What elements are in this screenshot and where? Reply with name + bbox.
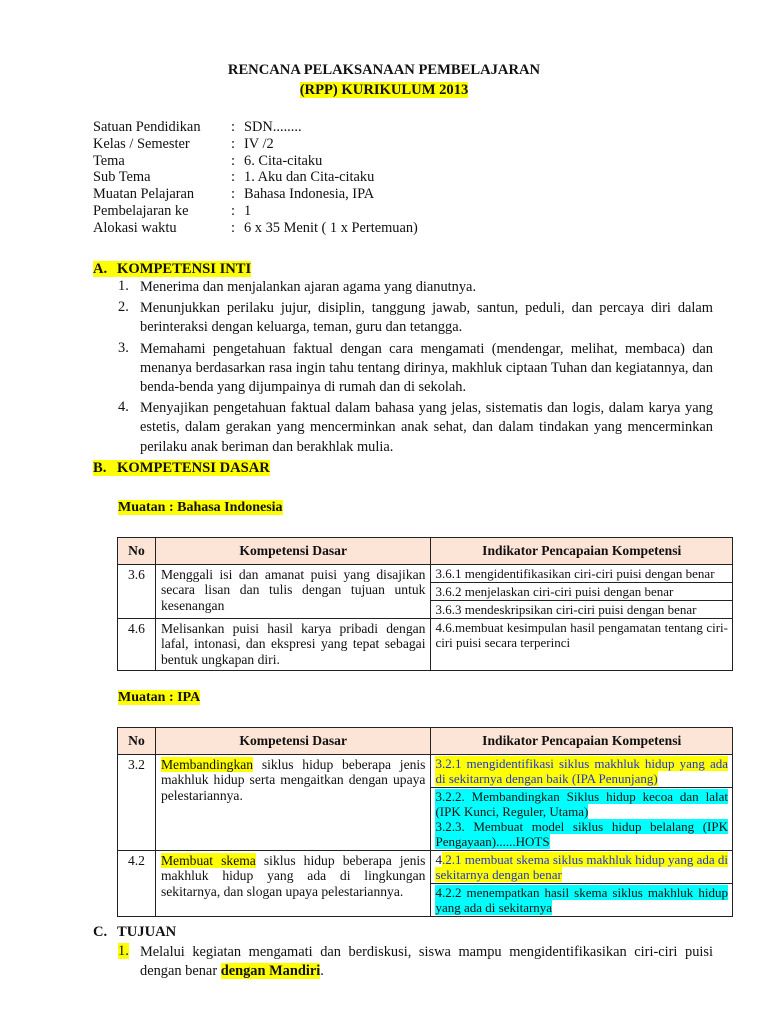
table-row: 4.2 Membuat skema siklus hidup beberapa jenis makhluk hidup yang ada di lingkungan sekitarnya, dan slogan upaya pelestariannya. 4.2.1 membuat skema siklus makhluk hidup yang ada di sekitarnya dengan benar xyxy=(118,850,733,883)
section-c-heading: C. TUJUAN xyxy=(93,924,177,940)
kd-table-bahasa-indonesia xyxy=(117,537,733,671)
doc-title-line2-text: (RPP) KURIKULUM 2013 xyxy=(299,82,469,98)
list-item: 1. Menerima dan menjalankan ajaran agama yang dianutnya. xyxy=(118,278,477,295)
col-kd-header: Kompetensi Dasar xyxy=(155,538,431,565)
list-item: 2. Menunjukkan perilaku jujur, disiplin, tanggung jawab, santun, peduli, dan percaya diri dalam berinteraksi dengan keluarga, teman, guru dan tetangga. xyxy=(118,299,713,336)
identity-row: Pembelajaran ke : 1 xyxy=(93,202,252,219)
doc-title-line1: RENCANA PELAKSANAAN PEMBELAJARAN xyxy=(227,62,541,78)
table-header-row xyxy=(118,538,733,565)
list-item: 3. Memahami pengetahuan faktual dengan cara mengamati (mendengar, melihat, membaca) dan menanya berdasarkan rasa ingin tahu tentang dirinya, makhluk ciptaan Tuhan dan kegiatannya, dan benda-benda yang dijumpainya di rumah dan di sekolah. xyxy=(118,339,713,396)
table-row: 3.2 Membandingkan siklus hidup beberapa jenis makhluk hidup serta mengaitkan dengan upaya pelestariannya. 3.2.1 mengidentifikasi siklus makhluk hidup yang ada di sekitarnya dengan baik (IPA Penunjang) xyxy=(118,754,733,787)
table-row: 3.6.2 menjelaskan ciri-ciri puisi dengan benar xyxy=(118,582,733,600)
identity-row: Tema : 6. Cita-citaku xyxy=(93,152,323,169)
muatan-bi-title: Muatan : Bahasa Indonesia xyxy=(118,500,283,515)
table-row: 4.6 Melisankan puisi hasil karya pribadi dengan lafal, intonasi, dan ekspresi yang tepat sebagai bentuk ungkapan diri. 4.6.membuat kesimpulan hasil pengamatan tentang ciri-ciri puisi secara terperinci xyxy=(118,618,733,670)
col-no-header: No xyxy=(118,728,156,755)
table-row: 3.2.2. Membandingkan Siklus hidup kecoa dan lalat (IPK Kunci, Reguler, Utama) 3.2.3. Membuat model siklus hidup belalang (IPK Pengayaan)......HOTS xyxy=(118,787,733,850)
col-kd-header: Kompetensi Dasar xyxy=(155,728,431,755)
identity-row: Muatan Pelajaran : Bahasa Indonesia, IPA xyxy=(93,186,375,203)
col-ind-header: Indikator Pencapaian Kompetensi xyxy=(431,728,733,755)
col-ind-header: Indikator Pencapaian Kompetensi xyxy=(431,538,733,565)
muatan-ipa-title: Muatan : IPA xyxy=(118,690,201,705)
kd-table-ipa xyxy=(117,727,733,917)
identity-row: Kelas / Semester : IV /2 xyxy=(93,135,274,152)
table-header-row xyxy=(118,728,733,755)
table-row: 4.2.2 menempatkan hasil skema siklus makhluk hidup yang ada di sekitarnya xyxy=(118,883,733,916)
identity-row: Sub Tema : 1. Aku dan Cita-citaku xyxy=(93,169,375,186)
tujuan-list xyxy=(118,943,713,983)
kompetensi-inti-list xyxy=(118,278,713,459)
section-a-heading: A. KOMPETENSI INTI xyxy=(93,261,252,277)
list-item: 4. Menyajikan pengetahuan faktual dalam bahasa yang jelas, sistematis dan logis, dalam karya yang estetis, dalam gerakan yang mencerminkan anak sehat, dan dalam tindakan yang mencerminkan perilaku anak beriman dan berakhlak mulia. xyxy=(118,399,713,455)
table-row: 3.6 Menggali isi dan amanat puisi yang disajikan secara lisan dan tulis dengan tujuan untuk kesenangan 3.6.1 mengidentifikasikan ciri-ciri puisi dengan benar xyxy=(118,564,733,582)
identity-block xyxy=(93,119,713,237)
table-row: 3.6.3 mendeskripsikan ciri-ciri puisi dengan benar xyxy=(118,600,733,618)
col-no-header: No xyxy=(118,538,156,565)
identity-row: Alokasi waktu : 6 x 35 Menit ( 1 x Pertemuan) xyxy=(93,219,418,236)
list-item: 1. Melalui kegiatan mengamati dan berdiskusi, siswa mampu mengidentifikasikan ciri-ciri puisi dengan benar dengan Mandiri. xyxy=(118,943,713,980)
section-b-heading: B. KOMPETENSI DASAR xyxy=(93,460,270,476)
identity-row: Satuan Pendidikan : SDN........ xyxy=(93,119,302,135)
doc-title-line2 xyxy=(0,82,768,99)
